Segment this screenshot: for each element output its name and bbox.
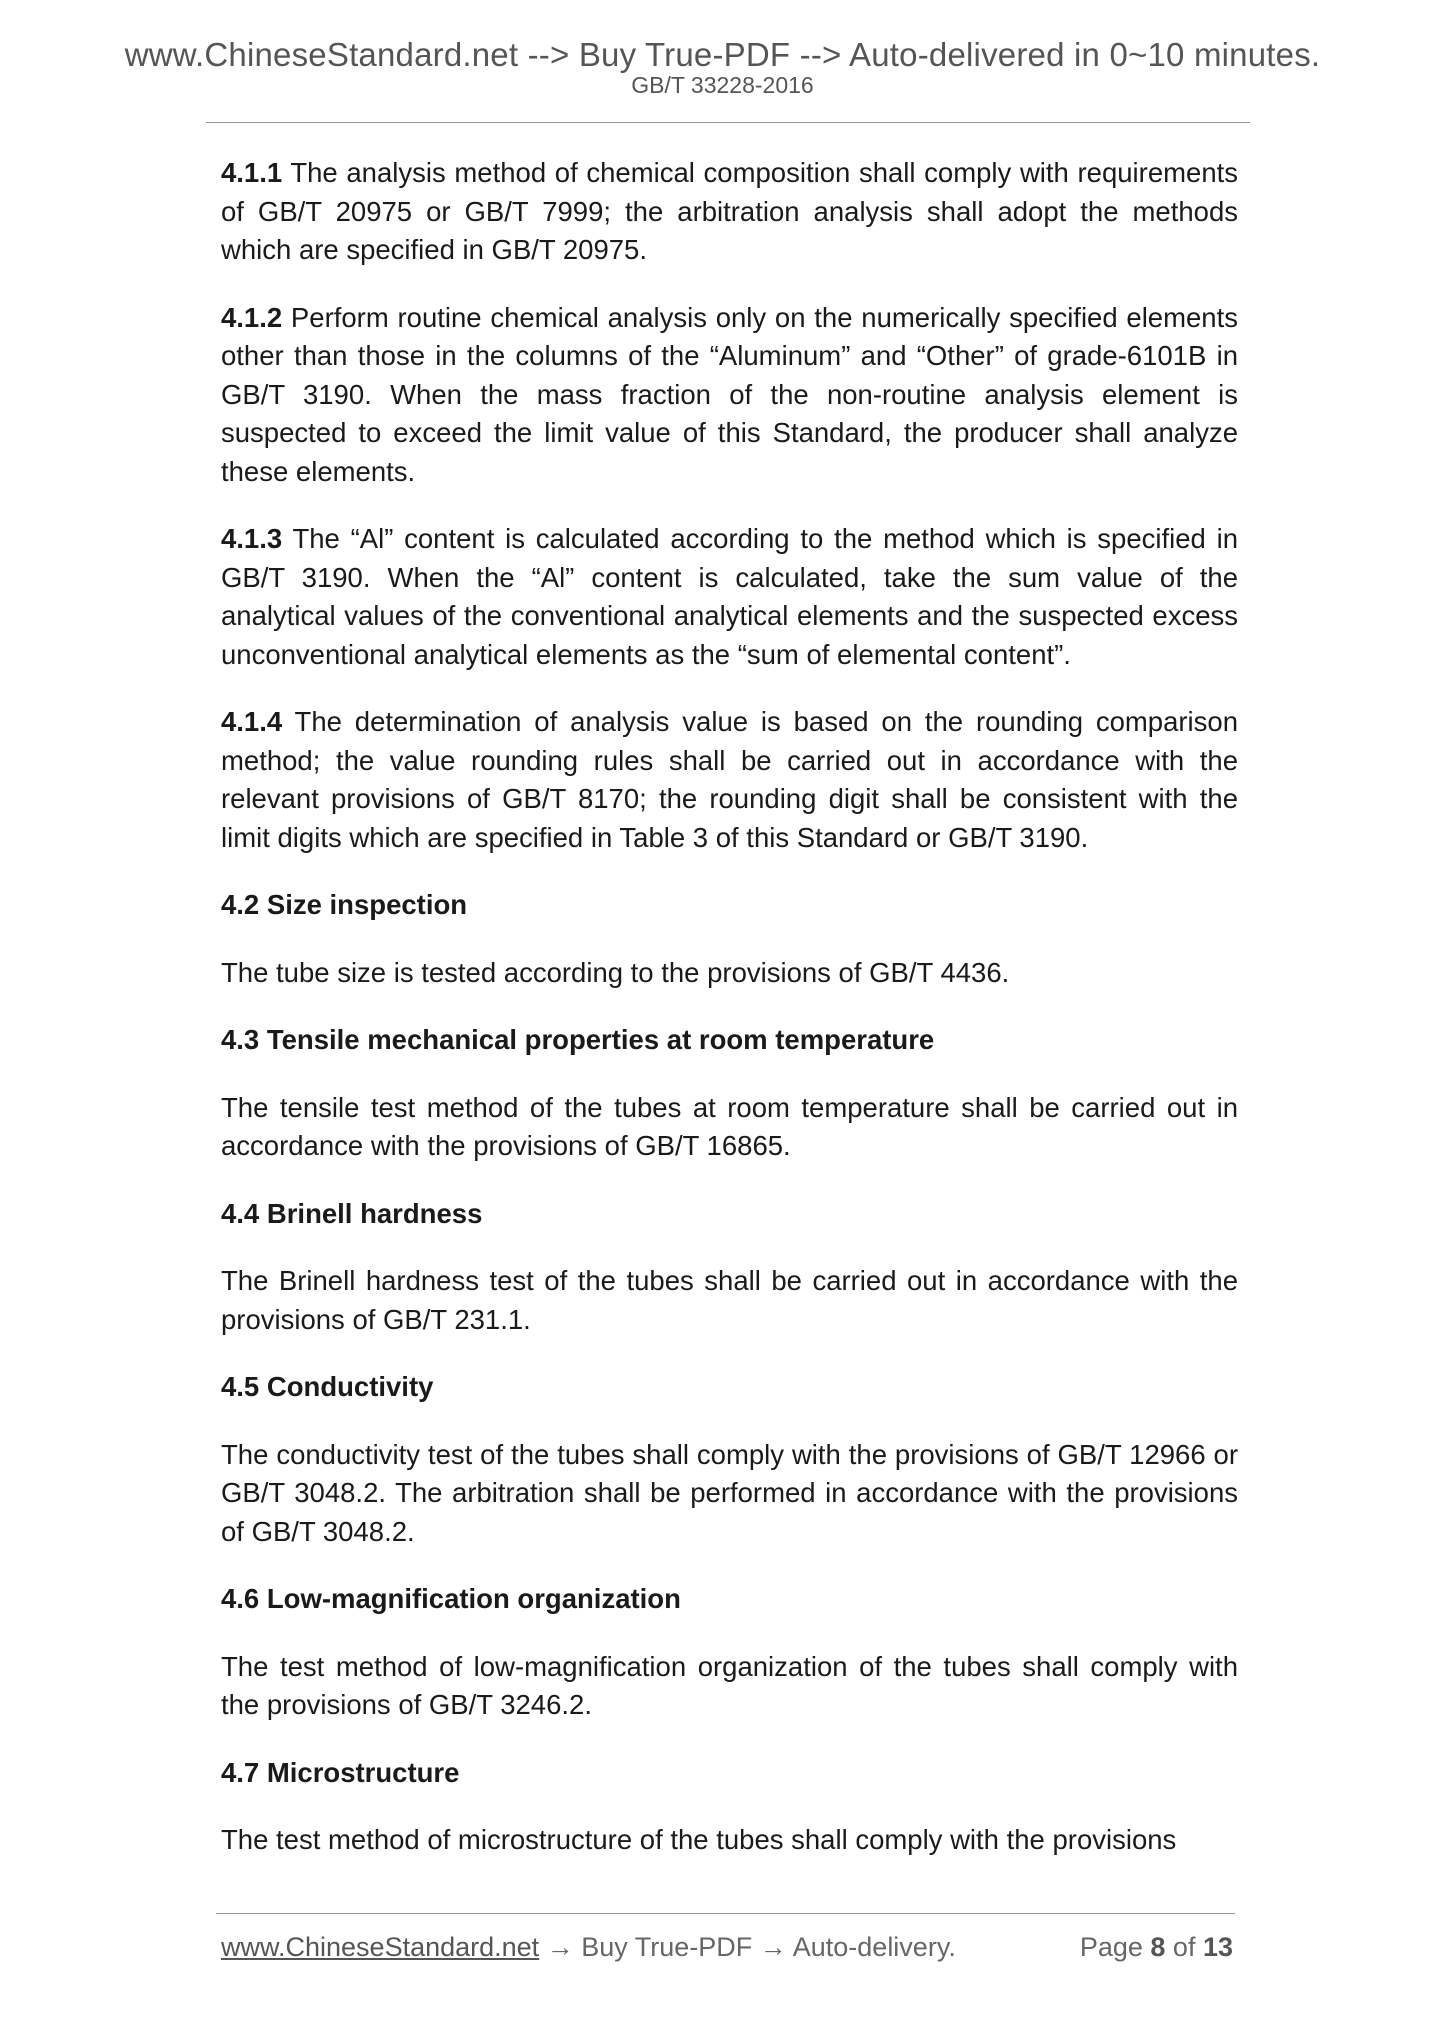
clause-4-1-2 bbox=[221, 299, 1238, 492]
clause-number: 4.1.2 bbox=[221, 301, 283, 333]
footer-promo-text: → Buy True-PDF → Auto-delivery. bbox=[539, 1932, 956, 1962]
clause-text: Perform routine chemical analysis only on the numerically specified elements other than those in the columns of the “Aluminum” and “Other” of grade-6101B in GB/T 3190. When the mass fraction of the non-routine analysis element is suspected to exceed the limit value of this Standard, the producer shall analyze these elements. bbox=[221, 301, 1238, 487]
clause-text: The “Al” content is calculated according to the method which is specified in GB/T 3190. When the “Al” content is calculated, take the sum value of the analytical values of the conventional analytical elements and the suspected excess unconventional analytical elements as the “sum of elemental content”. bbox=[221, 523, 1238, 670]
header-divider bbox=[206, 122, 1250, 123]
page-total: 13 bbox=[1202, 1932, 1233, 1962]
section-heading-4-6: 4.6 Low-magnification organization bbox=[221, 1583, 681, 1614]
section-text-4-4: The Brinell hardness test of the tubes shall be carried out in accordance with the provisions of GB/T 231.1. bbox=[221, 1265, 1238, 1335]
section-heading-4-4: 4.4 Brinell hardness bbox=[221, 1197, 483, 1229]
section-text-4-3: The tensile test method of the tubes at room temperature shall be carried out in accordance with the provisions of GB/T 16865. bbox=[221, 1091, 1238, 1161]
footer-divider bbox=[216, 1913, 1235, 1914]
section-heading-4-7: 4.7 Microstructure bbox=[221, 1756, 460, 1788]
site-link[interactable]: www.ChineseStandard.net bbox=[221, 1932, 540, 1962]
page-of-label: of bbox=[1165, 1932, 1203, 1962]
clause-text: The analysis method of chemical composition shall comply with requirements of GB/T 20975 or GB/T 7999; the arbitration analysis shall adopt the methods which are specified in GB/T 20975. bbox=[221, 157, 1238, 265]
site-banner: www.ChineseStandard.net --> Buy True-PDF --> Auto-delivered in 0~10 minutes. bbox=[124, 36, 1321, 73]
document-id: GB/T 33228-2016 bbox=[631, 72, 814, 98]
clause-text: The determination of analysis value is based on the rounding comparison method; the value rounding rules shall be carried out in accordance with the relevant provisions of GB/T 8170; the rounding digit shall be consistent with the limit digits which are specified in Table 3 of this Standard or GB/T 3190. bbox=[221, 706, 1238, 853]
clause-4-1-3 bbox=[221, 520, 1238, 674]
section-text-4-5: The conductivity test of the tubes shall comply with the provisions of GB/T 12966 or GB/T 3048.2. The arbitration shall be performed in accordance with the provisions of GB/T 3048.2. bbox=[221, 1438, 1238, 1547]
section-text-4-2: The tube size is tested according to the provisions of GB/T 4436. bbox=[221, 956, 1010, 988]
section-heading-4-5: 4.5 Conductivity bbox=[221, 1371, 434, 1402]
section-heading-4-3: 4.3 Tensile mechanical properties at room temperature bbox=[221, 1024, 935, 1055]
clause-number: 4.1.4 bbox=[221, 706, 283, 737]
section-text-4-7: The test method of microstructure of the tubes shall comply with the provisions bbox=[221, 1824, 1177, 1855]
page-label: Page bbox=[1079, 1932, 1151, 1962]
page-content bbox=[221, 154, 1238, 1889]
section-text-4-6: The test method of low-magnification organization of the tubes shall comply with the provisions of GB/T 3246.2. bbox=[221, 1650, 1238, 1720]
section-heading-4-2: 4.2 Size inspection bbox=[221, 889, 468, 920]
clause-4-1-4 bbox=[221, 703, 1238, 857]
clause-4-1-1 bbox=[221, 154, 1238, 270]
footer-promo bbox=[221, 1932, 956, 1963]
clause-number: 4.1.3 bbox=[221, 523, 283, 554]
clause-number: 4.1.1 bbox=[221, 157, 283, 188]
page-footer bbox=[221, 1932, 1233, 1966]
page-indicator bbox=[1080, 1932, 1233, 1963]
page-current: 8 bbox=[1150, 1932, 1166, 1962]
